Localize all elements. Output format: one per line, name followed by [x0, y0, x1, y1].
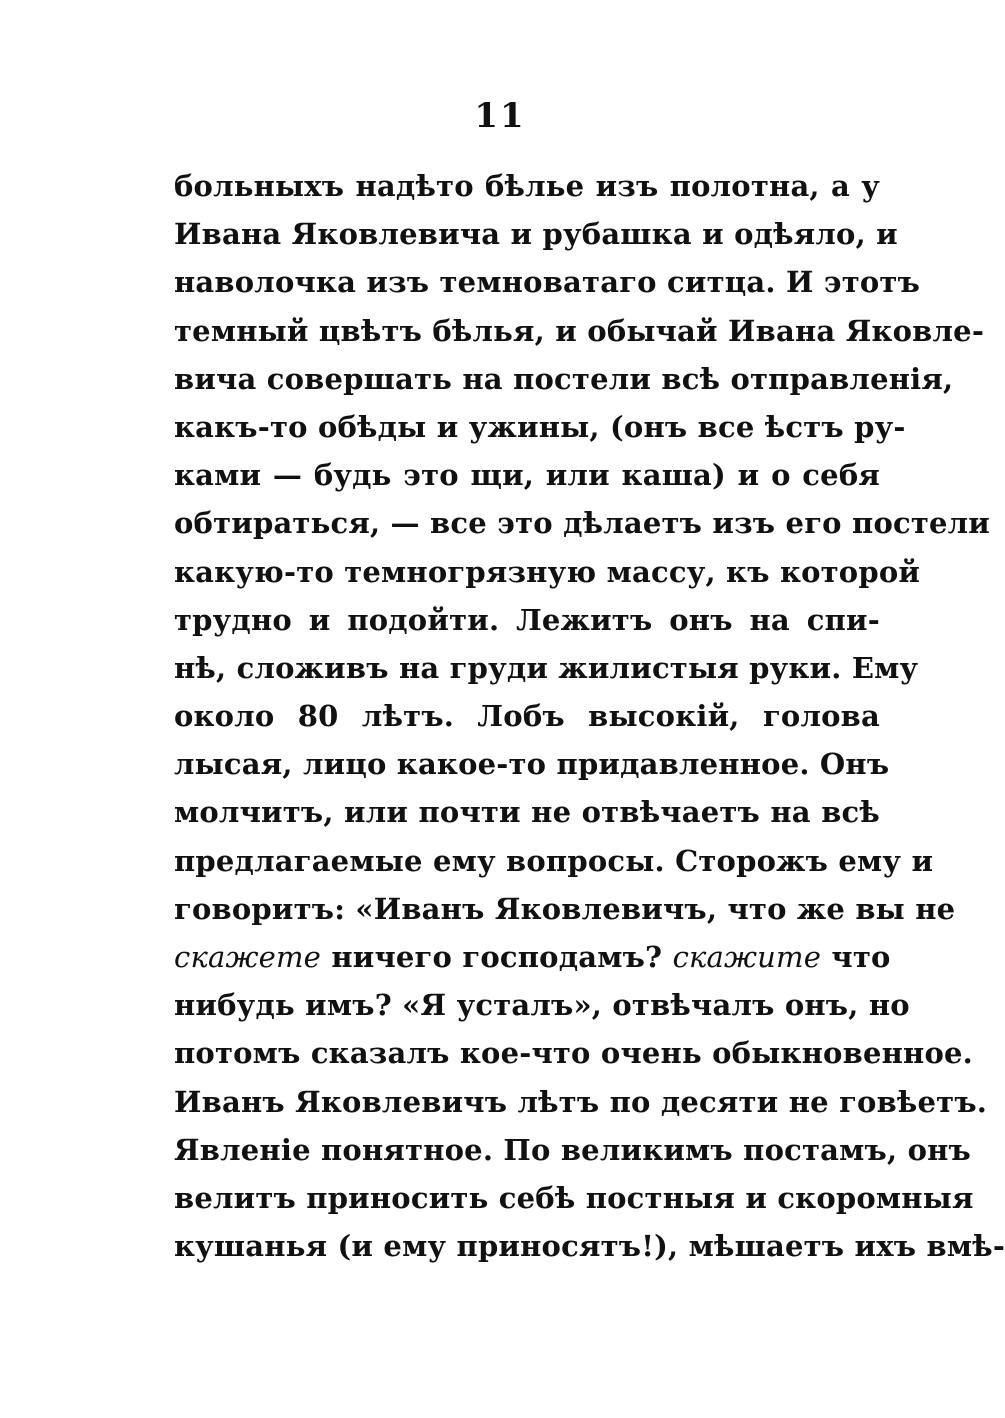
text-line: Иванъ Яковлевичъ лѣтъ по десяти не говѣетъ. — [174, 1084, 988, 1119]
text-line: предлагаемые ему вопросы. Сторожъ ему и — [174, 843, 934, 878]
italic-word: скажете — [174, 940, 322, 974]
text-line: велитъ приносить себѣ постныя и скоромныя — [174, 1180, 974, 1215]
text-line: Явленіе понятное. По великимъ постамъ, онъ — [174, 1132, 972, 1167]
text-segment: ничего господамъ? — [321, 940, 673, 974]
page-body-text — [174, 162, 1005, 1270]
text-line: нибудь имъ? «Я усталъ», отвѣчалъ онъ, но — [174, 988, 910, 1023]
text-line: потомъ сказалъ кое-что очень обыкновенное. — [174, 1036, 973, 1071]
text-line: лысая, лицо какое-то придавленное. Онъ — [174, 747, 890, 782]
text-line: ками — будь это щи, или каша) и о себя — [174, 458, 880, 493]
text-line: вича совершать на постели всѣ отправленія, — [174, 361, 954, 396]
text-line: говоритъ: «Иванъ Яковлевичъ, что же вы не — [174, 891, 956, 926]
text-line: темный цвѣтъ бѣлья, и обычай Ивана Яковле- — [174, 313, 985, 348]
italic-word: скажите — [672, 940, 822, 974]
text-line: обтираться, — все это дѣлаетъ изъ его постели — [174, 506, 991, 541]
text-line: кушанья (и ему приносятъ!), мѣшаетъ ихъ вмѣ- — [174, 1229, 1005, 1264]
page-number: 11 — [474, 96, 526, 136]
text-line: молчитъ, или почти не отвѣчаетъ на всѣ — [174, 795, 880, 830]
text-line: трудно и подойти. Лежитъ онъ на спи- — [174, 602, 880, 637]
text-segment: что — [821, 940, 891, 974]
text-line-with-italics — [174, 933, 891, 981]
text-line: больныхъ надѣто бѣлье изъ полотна, а у — [174, 169, 880, 203]
text-line: какъ-то обѣды и ужины, (онъ все ѣстъ ру- — [174, 409, 906, 444]
text-line: около 80 лѣтъ. Лобъ высокій, голова — [174, 699, 880, 734]
text-line: какую-то темногрязную массу, къ которой — [174, 554, 921, 589]
text-line: наволочка изъ темноватаго ситца. И этотъ — [174, 265, 921, 300]
text-line: Ивана Яковлевича и рубашка и одѣяло, и — [174, 217, 898, 252]
text-line: нѣ, сложивъ на груди жилистыя руки. Ему — [174, 650, 919, 685]
